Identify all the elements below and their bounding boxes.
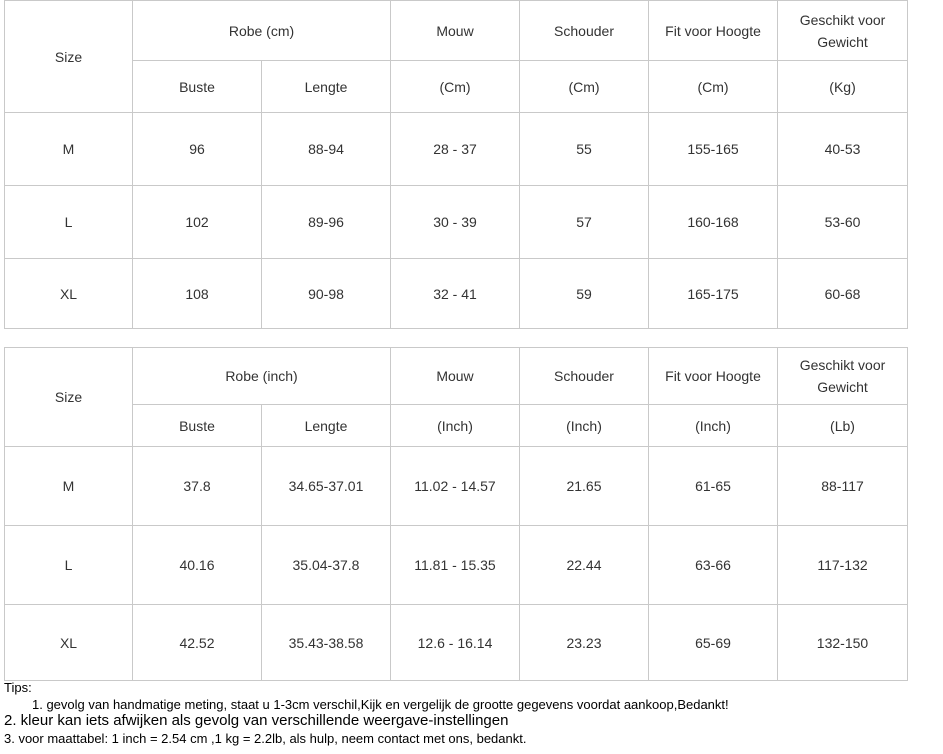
table-cell: 108 <box>133 259 262 329</box>
size-cell: M <box>5 113 133 186</box>
hoogte-unit: (Cm) <box>649 61 778 113</box>
table-cell: 37.8 <box>133 447 262 526</box>
table-row <box>5 605 908 681</box>
table-cell: 53-60 <box>778 186 908 259</box>
table-cell: 132-150 <box>778 605 908 681</box>
tip-line-3: 3. voor maattabel: 1 inch = 2.54 cm ,1 kg = 2.2lb, als hulp, neem contact met ons, bedankt. <box>4 731 527 746</box>
table-cell: 63-66 <box>649 526 778 605</box>
gewicht-unit: (Lb) <box>778 405 908 447</box>
table-cell: 89-96 <box>262 186 391 259</box>
size-header: Size <box>5 348 133 447</box>
hoogte-header: Fit voor Hoogte <box>649 348 778 405</box>
table-cell: 57 <box>520 186 649 259</box>
table-cell: 55 <box>520 113 649 186</box>
robe-group-header: Robe (cm) <box>133 1 391 61</box>
table-cell: 90-98 <box>262 259 391 329</box>
buste-subheader: Buste <box>133 61 262 113</box>
gewicht-header: Geschikt voor Gewicht <box>778 1 908 61</box>
size-cell: XL <box>5 259 133 329</box>
table-cell: 155-165 <box>649 113 778 186</box>
table-header-row <box>5 1 908 61</box>
gewicht-header: Geschikt voor Gewicht <box>778 348 908 405</box>
lengte-subheader: Lengte <box>262 61 391 113</box>
size-table-cm <box>4 0 908 329</box>
table-row <box>5 113 908 186</box>
size-header: Size <box>5 1 133 113</box>
mouw-header: Mouw <box>391 1 520 61</box>
table-cell: 65-69 <box>649 605 778 681</box>
table-cell: 30 - 39 <box>391 186 520 259</box>
table-header-row <box>5 348 908 405</box>
table-cell: 35.04-37.8 <box>262 526 391 605</box>
table-cell: 21.65 <box>520 447 649 526</box>
table-row <box>5 186 908 259</box>
schouder-unit: (Inch) <box>520 405 649 447</box>
table-row <box>5 526 908 605</box>
table-cell: 60-68 <box>778 259 908 329</box>
table-cell: 11.81 - 15.35 <box>391 526 520 605</box>
table-row <box>5 259 908 329</box>
hoogte-unit: (Inch) <box>649 405 778 447</box>
size-cell: XL <box>5 605 133 681</box>
table-subheader-row <box>5 405 908 447</box>
table-cell: 59 <box>520 259 649 329</box>
table-cell: 34.65-37.01 <box>262 447 391 526</box>
table-cell: 23.23 <box>520 605 649 681</box>
hoogte-header: Fit voor Hoogte <box>649 1 778 61</box>
tip-line-2: 2. kleur kan iets afwijken als gevolg van verschillende weergave-instellingen <box>4 712 509 729</box>
mouw-unit: (Cm) <box>391 61 520 113</box>
table-cell: 12.6 - 16.14 <box>391 605 520 681</box>
table-cell: 28 - 37 <box>391 113 520 186</box>
table-cell: 61-65 <box>649 447 778 526</box>
buste-subheader: Buste <box>133 405 262 447</box>
lengte-subheader: Lengte <box>262 405 391 447</box>
table-subheader-row <box>5 61 908 113</box>
gewicht-unit: (Kg) <box>778 61 908 113</box>
size-cell: L <box>5 186 133 259</box>
size-table-inch <box>4 347 908 681</box>
schouder-unit: (Cm) <box>520 61 649 113</box>
table-cell: 40.16 <box>133 526 262 605</box>
table-cell: 88-117 <box>778 447 908 526</box>
schouder-header: Schouder <box>520 348 649 405</box>
table-cell: 160-168 <box>649 186 778 259</box>
table-cell: 11.02 - 14.57 <box>391 447 520 526</box>
schouder-header: Schouder <box>520 1 649 61</box>
table-cell: 102 <box>133 186 262 259</box>
table-cell: 42.52 <box>133 605 262 681</box>
size-cell: L <box>5 526 133 605</box>
table-cell: 165-175 <box>649 259 778 329</box>
tip-line-1: 1. gevolg van handmatige meting, staat u 1-3cm verschil,Kijk en vergelijk de grootte gegevens voordat aankoop,Bedankt! <box>32 697 729 712</box>
tips-label: Tips: <box>4 680 32 695</box>
table-cell: 22.44 <box>520 526 649 605</box>
size-cell: M <box>5 447 133 526</box>
table-row <box>5 447 908 526</box>
table-cell: 35.43-38.58 <box>262 605 391 681</box>
table-cell: 117-132 <box>778 526 908 605</box>
table-cell: 32 - 41 <box>391 259 520 329</box>
table-cell: 88-94 <box>262 113 391 186</box>
mouw-header: Mouw <box>391 348 520 405</box>
table-cell: 96 <box>133 113 262 186</box>
robe-group-header: Robe (inch) <box>133 348 391 405</box>
table-cell: 40-53 <box>778 113 908 186</box>
mouw-unit: (Inch) <box>391 405 520 447</box>
